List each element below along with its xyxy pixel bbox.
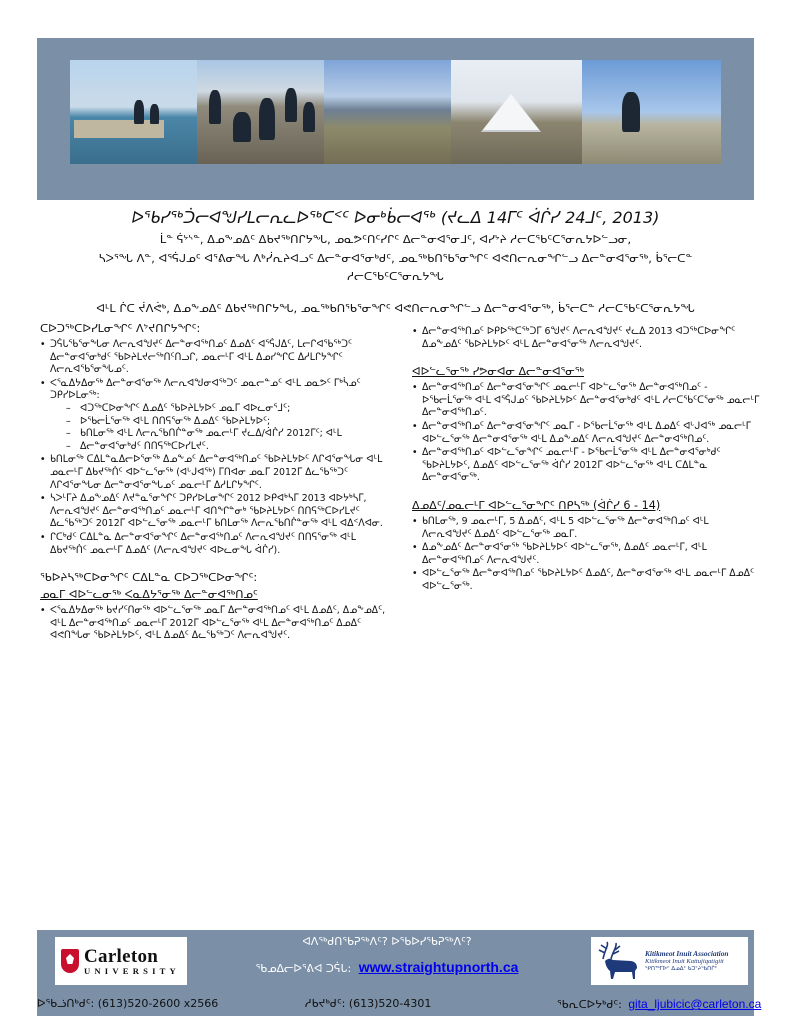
continued-list	[412, 326, 760, 351]
email-label: ᖃᕆᑕᐅᔭᒃᑯᑦ:	[557, 998, 622, 1011]
header-banner	[37, 38, 754, 200]
list-item: • ᑐᕌᒐᖃᕐᓂᖓᓂ ᐱᓕᕆᐊᖑᔪᑦ ᐃᓕᓐᓂᐊᖅᑎᓄᑦ ᐃᓄᐃᑦ ᐊᕐᕌᒍᐃᑦ, ᒪᓕᒋᐊᖃᖅᑐᑦ ᐃᓕᓐᓂᐊᕐᓂᒃᑯᑦ ᖃᐅᔨᒪᔪᓕᖅᑎᑦᑎᓗᒋ, ᓄᓇᓕᒻᒥ ᐊᒻᒪ ᐃᓄᓯᖏᑕ ᐃᓱᒪᒋᔭᖏᑦ ᐱᓕᕆᐊᖃᕐᓂᖓᓄᑦ.	[40, 339, 392, 377]
person-figure	[303, 102, 315, 132]
photo-strip	[70, 60, 721, 164]
person-figure	[622, 92, 640, 132]
fax-contact	[305, 992, 431, 1016]
list-item: • ᐸᕐᓇᐃᔭᐃᓂᖅ ᑲᔪᓯᑦᑎᓂᖅ ᐊᐅᓪᓚᕐᓂᖅ ᓄᓇᒥ ᐃᓕᓐᓂᐊᖅᑎᓄᑦ ᐊᒻᒪ ᐃᓄᐃᑦ, ᐃᓄᖕᓄᐃᑦ, ᐊᒻᒪ ᐃᓕᓐᓂᐊᖅᑎᓄᑦ ᓄᓇᓕᒻᒥ 2012ᒥ ᐊᐅᓪᓚᕐᓂᖅ ᐊᒻᒪ ᐃᓕᓐᓂᐊᖅᑎᓄᑦ ᐃᓄᐃᑦ ᐊᕙᑎᖓᓂ ᖃᐅᔨᒪᔭᐅᑦ, ᐊᒻᒪ ᐃᓄᐃᑦ ᐃᓚᖃᖅᑐᑦ ᐱᓕᕆᐊᖑᔪᑦ.	[40, 605, 392, 643]
footer	[37, 930, 754, 992]
section-heading-community-visit: ᐃᓄᐃᑦ/ᓄᓇᓕᒻᒥ ᐊᐅᓪᓚᕐᓂᖏᑦ ᑎᑭᓴᖅ (ᐋᒌᓯ 6 - 14)	[412, 498, 661, 512]
results-list	[40, 605, 392, 643]
title-block	[40, 206, 751, 317]
footer-question: ᐊᐱᖅᑯᑎᖃᕈᖅᐱᑦ? ᐅᖃᐅᓯᖃᕈᖅᐱᑦ?	[302, 935, 472, 948]
kia-name-ikt: Kitikmeot Inuit Kattujiqatigiit	[645, 958, 724, 966]
sub-list	[50, 403, 392, 453]
section-heading-future: ᐊᐅᓪᓚᕐᓂᖅ ᓯᕗᓂᐊᓂ ᐃᓕᓐᓂᐊᕐᓂᖅ	[412, 365, 584, 379]
person-figure	[233, 112, 251, 142]
list-item: • ᑲᑎᒪᓂᖅ ᑕᐃᒪᓐᓇᐃᓕᐅᕐᓂᖅ ᐃᓄᖕᓄᑦ ᐃᓕᓐᓂᐊᖅᑎᓄᑦ ᖃᐅᔨᒪᔭᐅᑦ ᐱᒋᐊᕐᓂᖓᓂ ᐊᒻᒪ ᓄᓇᓕᒻᒥ ᐃᑲᔪᖅᑏᑦ ᐊᐅᓪᓚᕐᓂᖅ (ᐊᒡᒍᐊᖅ) ᒥᑎᐊᓂ ᓄᓇᒥ 2012ᒥ ᐃᓚᖃᖅᑐᑦ ᐱᒋᐊᕐᓂᖓᓂ ᐃᓕᓐᓂᐊᕐᓂᖓᓄᑦ ᓄᓇᓕᒻᒥ ᐃᓱᒪᒋᔭᖏᑦ.	[40, 454, 392, 492]
photo-group-on-land	[197, 60, 324, 164]
section-subheading-field-trip: ᓄᓇᒥ ᐊᐅᓪᓚᓂᖅ ᐸᓇᐃᔭᕐᓂᖅ ᐃᓕᓐᓂᐊᖅᑎᓄᑦ	[40, 588, 258, 602]
kia-name-syllabics: ᕿᑎᖅᒥᐅᑦ ᐃᓄᐃᑦ ᑲᑐᔾᔨᖃᑎᒌᑦ	[645, 965, 718, 972]
caribou-icon	[595, 941, 641, 981]
web-label: ᖃᓄᐃᓕᐅᕐᕕᐊ ᑐᕌᒐ:	[255, 962, 352, 975]
tent-shape	[481, 94, 541, 132]
right-column	[412, 326, 760, 595]
kia-logo	[591, 937, 748, 985]
community-visit-list	[412, 516, 760, 594]
phone-label: ᐅᖃᓘᑎᒃᑯᑦ:	[37, 997, 95, 1010]
list-item: • ᐃᓕᓐᓂᐊᖅᑎᓄᑦ ᐃᓕᓐᓂᐊᕐᓂᖏᑦ ᓄᓇᒥ - ᐅᖃᓕᒫᕐᓂᖅ ᐊᒻᒪ ᐃᓄᐃᑦ ᐊᒡᒍᐊᖅ ᓄᓇᓕᒻᒥ ᐊᐅᓪᓚᕐᓂᖅ ᐃᓕᓐᓂᐊᕐᓂᖅ ᐊᒻᒪ ᐃᓄᖕᓄᐃᑦ ᐱᓕᕆᐊᖑᔪᑦ ᐃᓕᓐᓂᐊᖅᑎᓄᑦ.	[412, 421, 760, 446]
footer-center	[187, 934, 587, 980]
sub-list-item: – ᐅᖃᓕᒫᕐᓂᖅ ᐊᒻᒪ ᑎᑎᕋᕐᓂᖅ ᐃᓄᐃᑦ ᖃᐅᔨᒪᔭᐅᑦ;	[66, 416, 392, 429]
photo-tundra-lake	[324, 60, 451, 164]
person-figure	[209, 90, 221, 124]
carleton-university: UNIVERSITY	[84, 965, 180, 976]
section-heading-objectives: ᑕᐅᑐᖅᑕᐅᓯᒪᓂᖏᑦ ᐱᔾᔪᑎᒋᔭᖏᑦ:	[40, 322, 201, 335]
list-item: • ᐃᓕᓐᓂᐊᖅᑎᓄᑦ ᐊᐅᓪᓚᕐᓂᖏᑦ ᓄᓇᓕᒻᒥ - ᐅᖃᓕᒫᕐᓂᖅ ᐊᒻᒪ ᐃᓕᓐᓂᐊᕐᓂᒃᑯᑦ ᖃᐅᔨᒪᔭᐅᑦ, ᐃᓄᐃᑦ ᐊᐅᓪᓚᕐᓂᖅ ᐋᒌᓯ 2012ᒥ ᐊᐅᓪᓚᕐᓂᖅ ᐊᒻᒪ ᑕᐃᒪᓐᓇ ᐃᓕᓐᓂᐊᕐᓂᖅ.	[412, 447, 760, 485]
carleton-shield-icon	[61, 949, 79, 973]
fax-label: ᓱᑲᔪᒃᑯᑦ:	[305, 997, 346, 1010]
sub-list-item: – ᐊᑐᖅᑕᐅᓂᖏᑦ ᐃᓄᐃᑦ ᖃᐅᔨᒪᔭᐅᑦ ᓄᓇᒥ ᐊᐅᓚᓂᕐᒧᑦ;	[66, 403, 392, 416]
photo-dock-lake	[70, 60, 197, 164]
fax-value: (613)520-4301	[348, 997, 432, 1010]
carleton-wordmark	[84, 947, 180, 976]
list-item: • ᓴᐳᒻᒥᔨ ᐃᓄᖕᓄᐃᑦ ᐱᔪᓐᓇᕐᓂᖏᑦ ᑐᑭᓯᐅᒪᓂᖏᑦ 2012 ᐅᑭᐊᒃᓴᒥ 2013 ᐊᐅᔭᒃᓴᒥ, ᐱᓕᕆᐊᖑᔪᑦ ᐃᓕᓐᓂᐊᖅᑎᓄᑦ ᓄᓇᓕᒻᒥ ᐊᑎᖏᓐᓂᒃ ᖃᐅᔨᒪᔭᐅᑦ ᑎᑎᕋᖅᑕᐅᓯᒪᔪᑦ ᐃᓚᖃᖅᑐᑦ 2012ᒥ ᐊᐅᓪᓚᕐᓂᖅ ᓄᓇᓕᒻᒥ ᑲᑎᒪᓂᖅ ᐱᓕᕆᖃᑎᒌᓐᓂᖅ ᐊᒻᒪ ᐊᐃᑉᐱᐊᓂ.	[40, 493, 392, 531]
sub-list-item: – ᑲᑎᒪᓂᖅ ᐊᒻᒪ ᐱᓕᕆᖃᑎᒌᓐᓂᖅ ᓄᓇᓕᒻᒥ ᔪᓚᐃ/ᐋᒌᓯ 2012ᒥᑦ; ᐊᒻᒪ	[66, 428, 392, 441]
kia-name-en: Kitikmeot Inuit Association	[645, 948, 729, 958]
footer-web-row	[187, 956, 587, 980]
left-column	[40, 320, 392, 644]
list-item: • ᐊᐅᓪᓚᕐᓂᖅ ᐃᓕᓐᓂᐊᖅᑎᓄᑦ ᖃᐅᔨᒪᔭᐅᑦ ᐃᓄᐃᑦ, ᐃᓕᓐᓂᐊᕐᓂᖅ ᐊᒻᒪ ᓄᓇᓕᒻᒥ ᐃᓄᐃᑦ ᐊᐅᓪᓚᕐᓂᖅ.	[412, 568, 760, 593]
email-link[interactable]: gita_ljubicic@carleton.ca	[628, 997, 762, 1011]
photo-tent-camp	[451, 60, 582, 164]
list-item: • ᐃᓕᓐᓂᐊᖅᑎᓄᑦ ᐃᓕᓐᓂᐊᕐᓂᖏᑦ ᓄᓇᓕᒻᒥ ᐊᐅᓪᓚᕐᓂᖅ ᐃᓕᓐᓂᐊᖅᑎᓄᑦ - ᐅᖃᓕᒫᕐᓂᖅ ᐊᒻᒪ ᐊᕐᕌᒍᓄᑦ ᖃᐅᔨᒪᔭᐅᑦ ᐃᓕᓐᓂᐊᕐᓂᒃᑯᑦ ᐊᒻᒪ ᓱᓕᑕᖃᑦᑕᕐᓂᖅ ᓄᓇᓕᒻᒥ ᐃᓕᓐᓂᐊᖅᑎᓄᑦ.	[412, 382, 760, 420]
list-item-text: ᐸᕐᓇᐃᔭᐃᓂᖅ ᐃᓕᓐᓂᐊᕐᓂᖅ ᐱᓕᕆᐊᖑᓂᐊᖅᑐᑦ ᓄᓇᓕᓐᓄᑦ ᐊᒻᒪ ᓄᓇᕗᑦ ᒥᒃᓵᓄᑦ ᑐᑭᓯᐅᒪᓂᖅ:	[50, 377, 361, 402]
page-title: ᐅᖃᓯᖅᑑᓕᐊᖑᓯᒪᓕᕆᓚᐅᖅᑕᑉᑦ ᐅᓂᒃᑳᓕᐊᖅ (ᔪᓚᐃ 14ᒥᑦ ᐋᒌᓯ 24ᒧᑦ, 2013)	[131, 208, 660, 227]
contact-bar	[37, 992, 762, 1016]
person-figure	[134, 100, 144, 124]
kia-wordmark	[645, 950, 729, 973]
website-link[interactable]: www.straightupnorth.ca	[358, 959, 519, 975]
email-contact	[557, 992, 761, 1017]
list-item: • ᐃᓄᖕᓄᐃᑦ ᐃᓕᓐᓂᐊᕐᓂᖅ ᖃᐅᔨᒪᔭᐅᑦ ᐊᐅᓪᓚᕐᓂᖅ, ᐃᓄᐃᑦ ᓄᓇᓕᒻᒥ, ᐊᒻᒪ ᐃᓕᓐᓂᐊᖅᑎᓄᑦ ᐱᓕᕆᐊᖑᔪᑦ.	[412, 542, 760, 567]
photo-person-tundra	[582, 60, 721, 164]
objectives-list	[40, 339, 392, 557]
person-figure	[150, 104, 159, 124]
section-heading-results: ᖃᐅᔨᓴᖅᑕᐅᓂᖏᑦ ᑕᐃᒪᓐᓇ ᑕᐅᑐᖅᑕᐅᓂᖏᑦ:	[40, 571, 258, 585]
carleton-logo	[55, 937, 187, 985]
carleton-name: Carleton	[84, 945, 159, 967]
list-item: • ᐃᓕᓐᓂᐊᖅᑎᓄᑦ ᐅᑭᐅᖅᑕᖅᑐᒥ 6ᖑᔪᑦ ᐱᓕᕆᐊᖑᔪᑦ ᔪᓚᐃ 2013 ᐊᑐᖅᑕᐅᓂᖏᑦ ᐃᓄᖕᓄᐃᑦ ᖃᐅᔨᒪᔭᐅᑦ ᐊᒻᒪ ᐃᓕᓐᓂᐊᕐᓂᖅ ᐱᓕᕆᐊᖑᔪᑦ.	[412, 326, 760, 351]
phone-value: (613)520-2600 x2566	[97, 997, 219, 1010]
author-line-3: ᓱᓕᑕᖃᑦᑕᕐᓂᕆᔭᖓ	[347, 269, 444, 283]
list-item	[40, 378, 392, 454]
credit-line: ᐊᒻᒪ ᒌᑕ ᔫᐱᕚᒃ, ᐃᓄᖕᓄᐃᑦ ᐃᑲᔪᖅᑎᒋᔭᖓ, ᓄᓇᖅᑲᑎᖃᕐᓂᖏᑦ ᐊᕙᑎᓕᕆᓂᖏᓪᓗ ᐃᓕᓐᓂᐊᕐᓂᖅ, ᑳᕐᓕᑕᓐ ᓱᓕᑕᖃᑦᑕᕐᓂᕆᔭᖓ	[96, 300, 695, 315]
author-line-2: ᓴᐳᕐᖓ ᐱᓐ, ᐊᕐᕌᒍᓄᑦ ᐊᕐᕕᓂᖓ ᐱᒃᓰᕆᔨᐊᓗᑦ ᐃᓕᓐᓂᐊᕐᓂᒃᑯᑦ, ᓄᓇᖅᑲᑎᖃᕐᓂᖏᑦ ᐊᕙᑎᓕᕆᓂᖏᓪᓗ ᐃᓕᓐᓂᐊᕐᓂᖅ, ᑳᕐᓕᑕᓐ	[98, 250, 693, 265]
author-line-1: ᒫᓐ ᕌᔾᔅᓐ, ᐃᓄᖕᓄᐃᑦ ᐃᑲᔪᖅᑎᒋᔭᖓ, ᓄᓇᕗᑦᑎᑦᓯᒋᑦ ᐃᓕᓐᓂᐊᕐᓂᒧᑦ, ᐊᓯᔾᔨ ᓱᓕᑕᖃᑦᑕᕐᓂᕆᔭᐅᓪᓗᓂ,	[159, 232, 632, 246]
phone-contact	[37, 992, 218, 1016]
person-figure	[259, 98, 275, 140]
sub-list-item: – ᐃᓕᓐᓂᐊᕐᓂᒃᑯᑦ ᑎᑎᕋᖅᑕᐅᓯᒪᔪᑦ.	[66, 441, 392, 454]
list-item: • ᒋᑕᒃᑯᑦ ᑕᐃᒪᓐᓇ ᐃᓕᓐᓂᐊᕐᓂᖏᑦ ᐃᓕᓐᓂᐊᖅᑎᓄᑦ ᐱᓕᕆᐊᖑᔪᑦ ᑎᑎᕋᕐᓂᖅ ᐊᒻᒪ ᐃᑲᔪᖅᑏᑦ ᓄᓇᓕᒻᒥ ᐃᓄᐃᑦ (ᐱᓕᕆᐊᖑᔪᑦ ᐊᐅᓚᓂᖓ ᐋᒌᓯ).	[40, 532, 392, 557]
future-list	[412, 382, 760, 485]
person-figure	[285, 88, 297, 122]
list-item: • ᑲᑎᒪᓂᖅ, 9 ᓄᓇᓕᒻᒥ, 5 ᐃᓄᐃᑦ, ᐊᒻᒪ 5 ᐊᐅᓪᓚᕐᓂᖅ ᐃᓕᓐᓂᐊᖅᑎᓄᑦ ᐊᒻᒪ ᐱᓕᕆᐊᖑᔪᑦ ᐃᓄᐃᑦ ᐊᐅᓪᓚᕐᓂᖅ ᓄᓇᒥ.	[412, 516, 760, 541]
